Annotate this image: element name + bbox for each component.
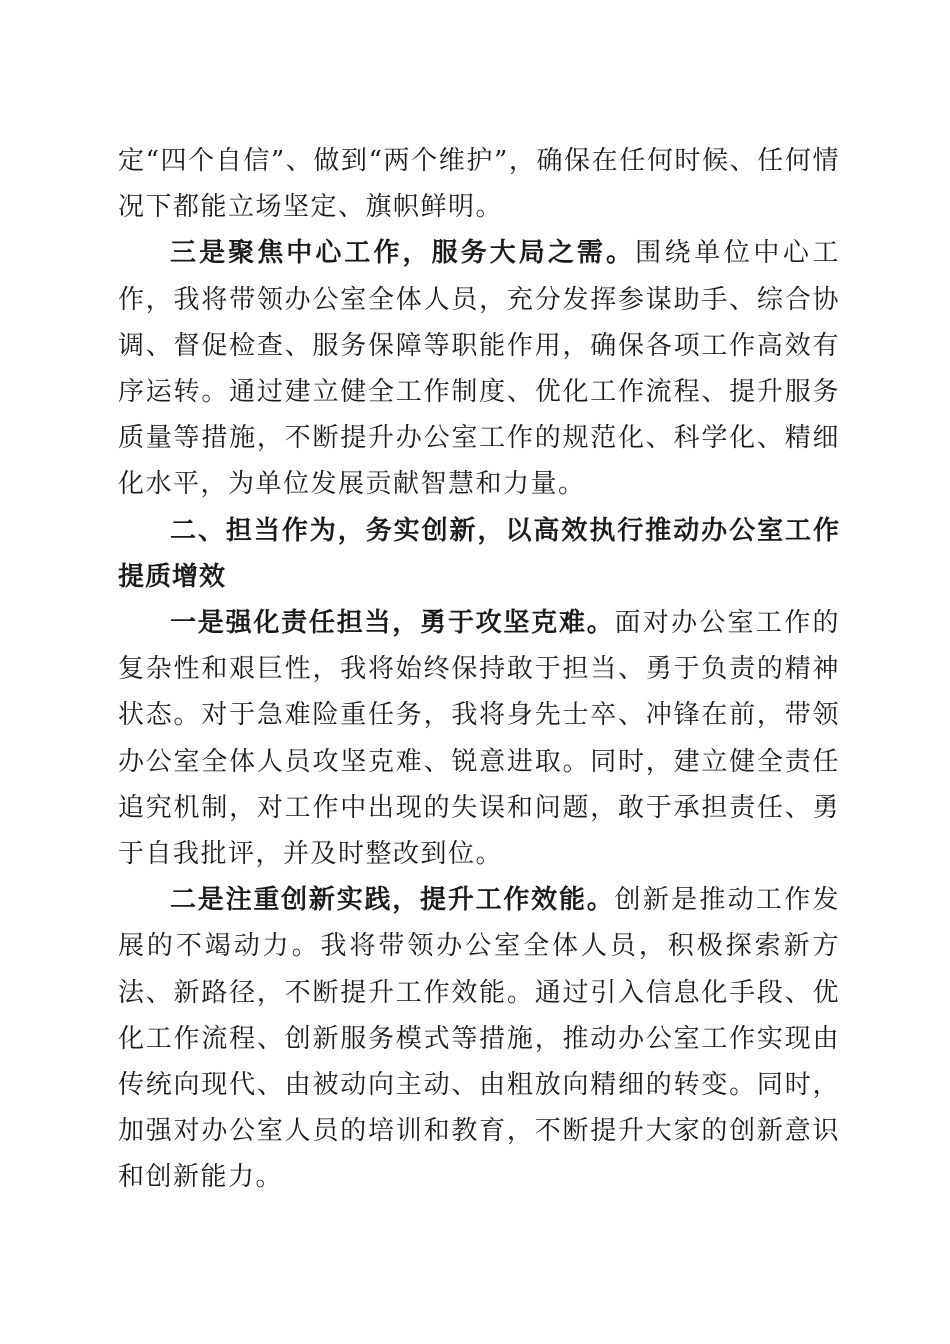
section-heading: 二、担当作为，务实创新，以高效执行推动办公室工作提质增效 [118, 515, 840, 592]
paragraph-focus-center-work [118, 230, 840, 507]
paragraph-body: 创新是推动工作发展的不竭动力。我将带领办公室全体人员，积极探索新方法、新路径，不断提升工作效能。通过引入信息化手段、优化工作流程、创新服务模式等措施，推动办公室工作实现由传统向现代、由被动向主动、由粗放向精细的转变。同时，加强对办公室人员的培训和教育，不断提升大家的创新意识和创新能力。 [118, 885, 840, 1193]
paragraph-lead: 二是注重创新实践，提升工作效能。 [170, 885, 615, 916]
paragraph-lead: 一是强化责任担当，勇于攻坚克难。 [170, 608, 615, 639]
document-body [118, 138, 840, 1201]
continuation-text: 定“四个自信”、做到“两个维护”，确保在任何时候、任何情况下都能立场坚定、旗帜鲜明。 [118, 146, 840, 223]
paragraph-responsibility [118, 600, 840, 877]
paragraph-body: 围绕单位中心工作，我将带领办公室全体人员，充分发挥参谋助手、综合协调、督促检查、服务保障等职能作用，确保各项工作高效有序运转。通过建立健全工作制度、优化工作流程、提升服务质量等措施，不断提升办公室工作的规范化、科学化、精细化水平，为单位发展贡献智慧和力量。 [118, 238, 840, 500]
paragraph-body: 面对办公室工作的复杂性和艰巨性，我将始终保持敢于担当、勇于负责的精神状态。对于急难险重任务，我将身先士卒、冲锋在前，带领办公室全体人员攻坚克难、锐意进取。同时，建立健全责任追究机制，对工作中出现的失误和问题，敢于承担责任、勇于自我批评，并及时整改到位。 [118, 608, 840, 870]
continuation-paragraph [118, 138, 840, 230]
paragraph-lead: 三是聚焦中心工作，服务大局之需。 [170, 238, 636, 269]
paragraph-innovation [118, 877, 840, 1200]
